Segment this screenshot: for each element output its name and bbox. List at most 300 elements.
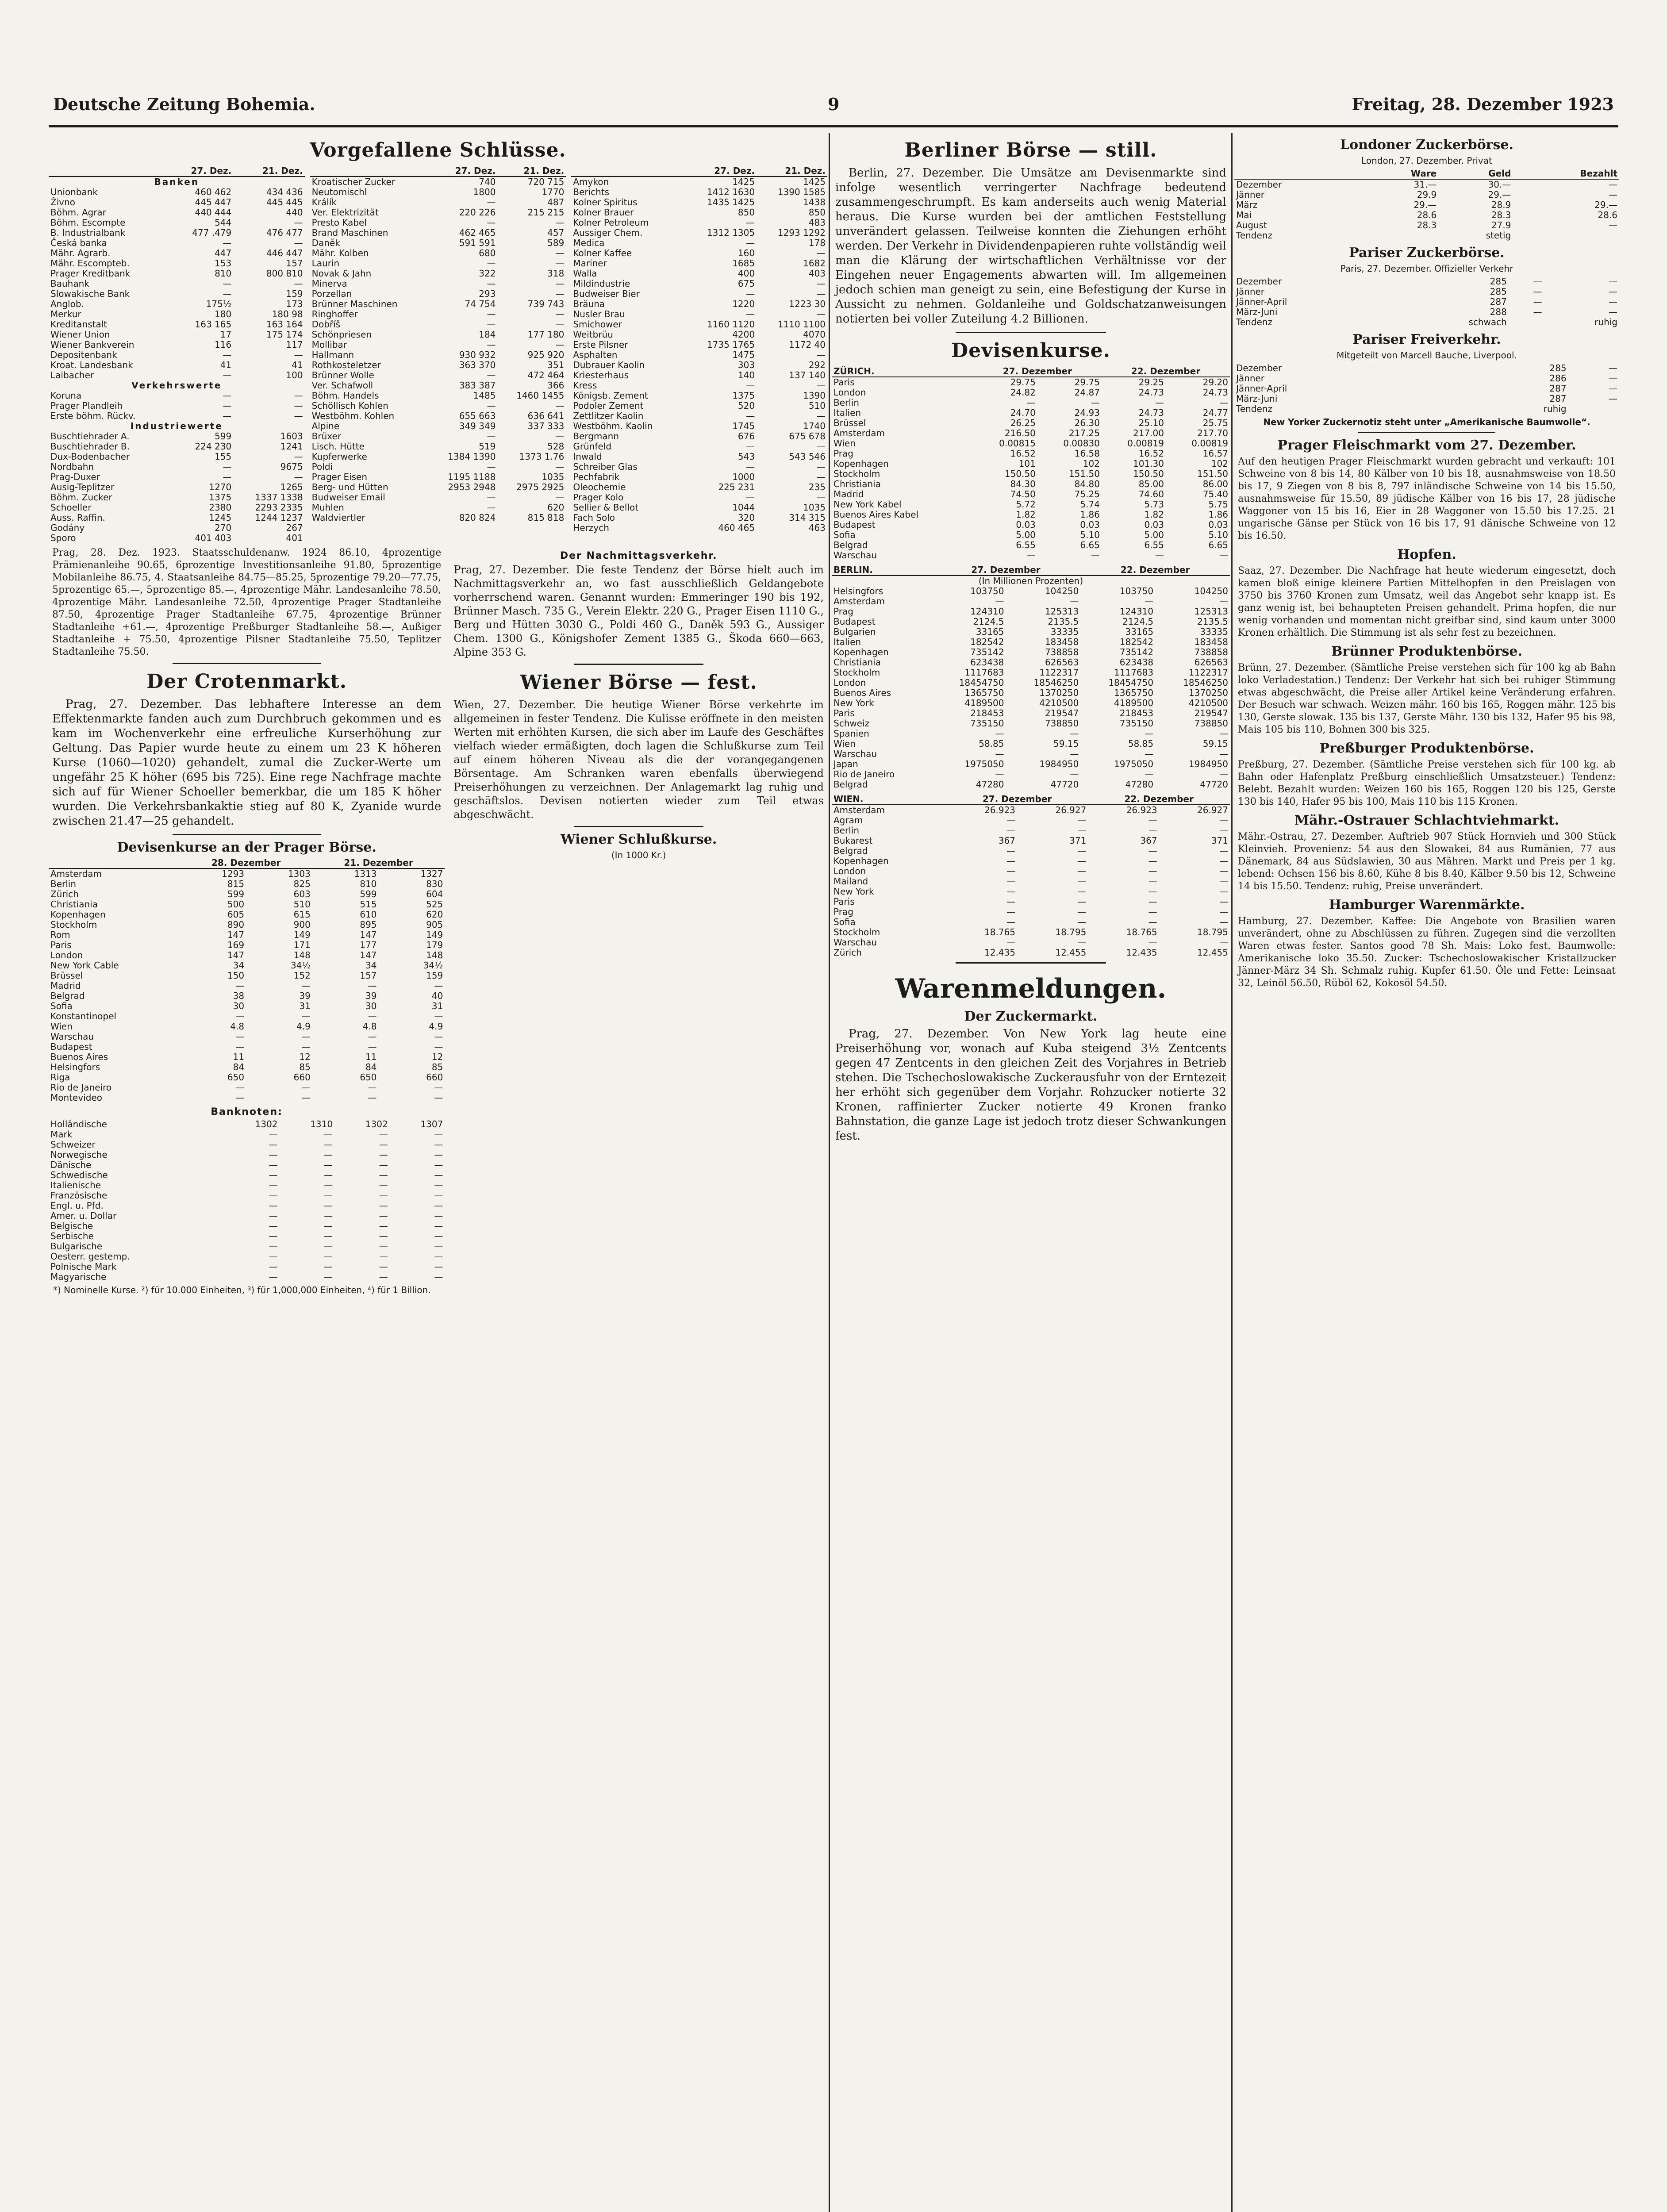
quote-value: 5.00 — [1016, 530, 1036, 540]
row-label: Paris — [50, 940, 72, 950]
quote-value: 930 932 — [459, 349, 496, 360]
quote-value: — — [434, 980, 443, 991]
row-label: Konstantinopel — [50, 1011, 117, 1022]
table-row — [49, 319, 305, 330]
quote-value: — — [434, 1041, 443, 1052]
row-label: Montevideo — [50, 1092, 102, 1103]
table-row — [49, 462, 305, 472]
row-label: Podoler Zement — [573, 400, 644, 411]
quote-value: 320 — [737, 512, 755, 523]
table-row — [1234, 363, 1619, 373]
quote-value: 180 98 — [272, 309, 303, 319]
table-row — [832, 897, 1230, 907]
quote-value: 1435 1425 — [707, 197, 755, 207]
quote-value: — — [1070, 749, 1079, 759]
row-label: Tendenz — [1236, 317, 1272, 327]
table-row — [832, 449, 1230, 459]
quote-value: — — [817, 278, 826, 289]
quote-value: — — [1145, 596, 1154, 607]
quote-value: — — [434, 1251, 443, 1262]
quote-value: — — [555, 339, 565, 350]
quote-value: 351 — [547, 360, 565, 370]
section-title-london-sugar: Londoner Zuckerbörse. — [1340, 137, 1513, 153]
quote-value: 285 — [1549, 363, 1567, 373]
row-label: Dänische — [50, 1160, 92, 1170]
table-row — [310, 391, 566, 401]
table-header: Bezahlt — [1513, 169, 1619, 179]
quote-value: 6.65 — [1080, 540, 1100, 550]
quote-value: 150.50 — [1004, 469, 1036, 479]
table-row — [571, 177, 827, 187]
quote-value: 34 — [233, 960, 245, 971]
banks-table — [49, 166, 305, 543]
row-label: Sellier & Bellot — [573, 502, 639, 513]
quote-value: 440 444 — [195, 207, 232, 218]
row-label: Berg- und Hütten — [311, 482, 388, 492]
quote-value: 217.00 — [1133, 428, 1164, 438]
quote-value: — — [294, 451, 303, 462]
quote-value: 830 — [426, 879, 443, 889]
table-row — [49, 1129, 445, 1140]
quote-value: 800 810 — [266, 268, 303, 279]
quote-value: 463 — [808, 522, 826, 533]
quote-value: — — [434, 1082, 443, 1093]
table-row — [832, 398, 1230, 408]
quote-value: 5.73 — [1144, 499, 1164, 510]
quote-value: 59.15 — [1053, 738, 1079, 749]
quote-value: 103750 — [970, 586, 1004, 596]
table-row — [832, 647, 1230, 657]
quote-value — [1362, 230, 1438, 241]
quote-value: 1245 — [209, 512, 232, 523]
table-row — [310, 503, 566, 513]
quote-value: — — [817, 288, 826, 299]
quote-value: — — [294, 400, 303, 411]
table-row — [832, 607, 1230, 617]
quote-value: 27.9 — [1491, 220, 1511, 230]
row-label: Buschtiehrader A. — [50, 431, 130, 442]
row-label: Koruna — [50, 390, 82, 401]
quote-value: — — [746, 441, 755, 452]
quote-value: — — [269, 1210, 278, 1221]
quote-value: — — [995, 596, 1004, 607]
quote-value: — — [294, 390, 303, 401]
row-label: Jänner-April — [1236, 383, 1287, 394]
column-divider — [1231, 133, 1233, 2212]
pressburg-paragraph: Preßburg, 27. Dezember. (Sämtliche Preise verstehen sich für 100 kg. ab Bahn oder Hafenplatz Preßburg einschließlich Umsatzsteuer.) Tendenz: Belebt. Bezahlt wurden: Weizen 160 bis 165, Roggen 120 bis 125, Gerste 130 bis 140, Hafer 95 bis 100, Mais 110 bis 115 Kronen. — [1238, 759, 1616, 807]
section-title-hopfen: Hopfen. — [1397, 547, 1456, 562]
row-label: Stockholm — [834, 469, 880, 479]
row-label: Kolner Spiritus — [573, 197, 638, 207]
row-label: Alpine — [311, 421, 340, 431]
london-sugar-table — [1234, 169, 1619, 241]
table-row — [49, 879, 445, 889]
table-row — [832, 637, 1230, 647]
quote-value: 16.52 — [1010, 448, 1036, 459]
quote-value: — — [487, 217, 496, 228]
quote-value: 39 — [365, 991, 377, 1001]
row-label: Stockholm — [834, 927, 880, 937]
table-row — [832, 927, 1230, 937]
quote-value: 1603 — [280, 431, 303, 442]
table-row — [1234, 317, 1619, 327]
quote-value: 620 — [547, 502, 565, 513]
table-row — [832, 617, 1230, 627]
section-title-evening: Der Nachmittagsverkehr. — [560, 550, 718, 561]
row-label: Oesterr. gestemp. — [50, 1251, 130, 1262]
quote-value: 1337 1338 — [255, 492, 303, 503]
quote-value: — — [487, 502, 496, 513]
table-row — [310, 401, 566, 411]
quote-value: 610 — [360, 909, 377, 920]
vienna-closing-unit: (In 1000 Kr.) — [611, 850, 666, 860]
quote-value: 1438 — [803, 197, 826, 207]
quote-value: 363 370 — [459, 360, 496, 370]
quote-value: 4070 — [803, 329, 826, 340]
quote-value: 605 — [227, 909, 245, 920]
row-label: Belgrad — [834, 845, 868, 856]
table-row — [310, 197, 566, 207]
quote-value: — — [1609, 383, 1617, 394]
quote-value: — — [1077, 886, 1087, 897]
quote-value: 2953 2948 — [448, 482, 496, 492]
row-label: Hallmann — [311, 349, 354, 360]
quote-value: 303 — [737, 360, 755, 370]
table-row — [49, 1072, 445, 1083]
table-row — [571, 513, 827, 523]
table-row — [832, 917, 1230, 927]
quote-value: — — [223, 349, 232, 360]
table-row — [49, 197, 305, 207]
table-row — [832, 479, 1230, 489]
row-label: Brünner Maschinen — [311, 299, 398, 309]
table-row — [310, 411, 566, 421]
table-row — [49, 920, 445, 930]
quote-value: 925 920 — [527, 349, 565, 360]
quote-value: — — [368, 1031, 377, 1042]
table-row — [310, 299, 566, 309]
quote-value: 367 — [1140, 835, 1157, 846]
row-label: Ver. Schafwoll — [311, 380, 373, 391]
row-label: Daněk — [311, 238, 340, 248]
row-label: Paris — [834, 896, 855, 907]
table-row — [310, 421, 566, 431]
table-row — [49, 258, 305, 269]
quote-value: 157 — [360, 970, 377, 981]
quote-value: 5.00 — [1144, 530, 1164, 540]
quote-value: 4.9 — [296, 1021, 311, 1032]
quote-value: — — [1219, 937, 1228, 948]
quote-value: 47720 — [1200, 779, 1228, 790]
quote-value: 293 — [479, 288, 496, 299]
quote-value: — — [1609, 286, 1617, 297]
quote-value: stetig — [1486, 230, 1511, 241]
quote-value: — — [379, 1170, 388, 1180]
row-label: Prager Kreditbank — [50, 268, 131, 279]
table-row — [49, 940, 445, 950]
quote-value: 4200 — [732, 329, 755, 340]
quote-value: — — [1219, 769, 1228, 780]
quote-value: 218453 — [970, 708, 1004, 718]
quote-value: — — [379, 1241, 388, 1252]
section-title-pressburg: Preßburger Produktenbörse. — [1319, 741, 1534, 756]
table-row — [49, 1011, 445, 1022]
quote-value: 18.795 — [1055, 927, 1087, 937]
quote-value: — — [301, 1082, 311, 1093]
quote-value: 24.82 — [1010, 387, 1036, 398]
table-row — [832, 937, 1230, 948]
quote-value: — — [555, 319, 565, 330]
quote-value: 18.765 — [1126, 927, 1157, 937]
quote-value: 810 — [360, 879, 377, 889]
quote-value: — — [1219, 845, 1228, 856]
quote-value: 28.9 — [1491, 200, 1511, 210]
quote-value: 84 — [365, 1062, 377, 1072]
group-label: Verkehrswerte — [131, 380, 222, 391]
mid-table — [310, 166, 566, 523]
quote-value: — — [301, 1092, 311, 1103]
quote-value: 74.60 — [1138, 489, 1164, 499]
table-row — [832, 657, 1230, 668]
table-row — [310, 452, 566, 462]
row-label: Minerva — [311, 278, 347, 289]
quote-value: 1220 — [732, 299, 755, 309]
quote-value: — — [368, 1011, 377, 1022]
table-row — [49, 513, 305, 523]
quote-value: 815 818 — [527, 512, 565, 523]
quote-value: 219547 — [1045, 708, 1079, 718]
quote-value: 24.93 — [1074, 407, 1100, 418]
quote-value: 33335 — [1050, 626, 1079, 637]
quote-value: — — [434, 1271, 443, 1282]
row-label: Ringhoffer — [311, 309, 358, 319]
brunn-paragraph: Brünn, 27. Dezember. (Sämtliche Preise verstehen sich für 100 kg ab Bahn loko Verladestation.) Tendenz: Der Verkehr hat sich bei ruhiger Stimmung etwas abgeschwächt, die Preise aller Artikel keine Veränderung erfahren. Der Besuch war schwach. Weizen mähr. 160 bis 165, Roggen mähr. 125 bis 130, Gerste slowak. 135 bis 137, Gerste Mähr. 130 bis 132, Hafer 95 bis 98, Mais 105 bis 110, Bohnen 300 bis 325. — [1238, 662, 1616, 735]
quote-value: 25.10 — [1138, 418, 1164, 428]
quote-value: 104250 — [1194, 586, 1228, 596]
quote-value: — — [487, 492, 496, 503]
quote-value: 5.10 — [1080, 530, 1100, 540]
table-row — [571, 431, 827, 442]
quote-value: — — [555, 278, 565, 289]
table-row — [1234, 190, 1619, 200]
quote-value: 4189500 — [964, 698, 1004, 708]
row-label: Nordbahn — [50, 461, 94, 472]
row-label: Helsingfors — [50, 1062, 100, 1072]
table-row — [571, 391, 827, 401]
quote-value: — — [223, 390, 232, 401]
table-row — [49, 1180, 445, 1190]
quote-value: 1975050 — [964, 759, 1004, 769]
quote-value: 675 — [737, 278, 755, 289]
row-label: Herzych — [573, 522, 609, 533]
quote-value: — — [1148, 886, 1157, 897]
table-row — [49, 1262, 445, 1272]
quote-value: 84.30 — [1010, 479, 1036, 489]
quote-value: — — [324, 1139, 333, 1150]
table-row — [832, 688, 1230, 698]
quote-value: 102 — [1211, 458, 1228, 469]
quote-value: 125313 — [1194, 606, 1228, 617]
table-row — [571, 492, 827, 503]
group-label: Banken — [154, 177, 200, 187]
quote-value: 1270 — [209, 482, 232, 492]
quote-value: — — [379, 1221, 388, 1231]
quote-value: 286 — [1549, 373, 1567, 384]
table-row — [571, 472, 827, 482]
quote-value: 157 — [286, 258, 303, 269]
quote-value: — — [235, 1092, 245, 1103]
quote-value: — — [817, 248, 826, 258]
quote-value: 810 — [215, 268, 232, 279]
separator — [574, 826, 703, 827]
quote-value: 140 — [737, 370, 755, 380]
quote-value: — — [223, 461, 232, 472]
section-title-fleischmarkt: Prager Fleischmarkt vom 27. Dezember. — [1277, 438, 1576, 453]
quote-value: 34½ — [291, 960, 311, 971]
quote-value: 905 — [426, 919, 443, 930]
quote-value: 322 — [479, 268, 496, 279]
quote-value: — — [1070, 769, 1079, 780]
quote-value: — — [324, 1231, 333, 1241]
row-label: Ver. Elektrizität — [311, 207, 379, 218]
quote-value: 2135.5 — [1197, 616, 1228, 627]
table-row — [49, 868, 445, 879]
quote-value: — — [1533, 286, 1542, 297]
quote-value: 224 230 — [195, 441, 232, 452]
quote-value: 75.40 — [1202, 489, 1228, 499]
row-label: Amsterdam — [50, 868, 102, 879]
quote-value: 285 — [1490, 286, 1507, 297]
quote-value: — — [1077, 937, 1087, 948]
quote-value: — — [301, 980, 311, 991]
table-row — [571, 218, 827, 228]
closings-table-mid — [310, 166, 566, 543]
table-row — [49, 330, 305, 340]
table-row — [310, 207, 566, 218]
table-row — [49, 960, 445, 971]
table-header — [49, 166, 172, 177]
quote-value: 25.75 — [1202, 418, 1228, 428]
row-label: Berlin — [834, 825, 860, 836]
quote-value: — — [1148, 896, 1157, 907]
quote-value: 1984950 — [1039, 759, 1079, 769]
separator — [574, 664, 703, 665]
quote-value: 850 — [808, 207, 826, 218]
quote-value: 314 315 — [789, 512, 826, 523]
quote-value: 47280 — [1125, 779, 1154, 790]
quote-value: 29.75 — [1074, 377, 1100, 388]
quote-value: schwach — [1468, 317, 1507, 327]
row-label: Polnische Mark — [50, 1261, 117, 1272]
quote-value: 26.927 — [1055, 805, 1087, 815]
row-label: Belgische — [50, 1221, 93, 1231]
section-title-devisen-prag: Devisenkurse an der Prager Börse. — [117, 840, 376, 855]
quote-value: 270 — [215, 522, 232, 533]
table-row — [571, 340, 827, 350]
quote-value: 0.03 — [1080, 519, 1100, 530]
row-label: Amykon — [573, 177, 609, 187]
zurich-table — [832, 366, 1230, 561]
quote-value: 500 — [227, 899, 245, 910]
row-label: Wien — [834, 438, 856, 449]
quote-value: — — [324, 1271, 333, 1282]
row-label: Mollibar — [311, 339, 347, 350]
quote-value: 371 — [1211, 835, 1228, 846]
quote-value: 660 — [426, 1072, 443, 1083]
table-row — [49, 370, 305, 380]
quote-value: 735142 — [970, 647, 1004, 657]
quote-value: — — [269, 1251, 278, 1262]
quote-value: 29.— — [1594, 200, 1617, 210]
table-row — [49, 1160, 445, 1170]
table-row — [832, 668, 1230, 678]
table-row — [1234, 276, 1619, 287]
quote-value: 159 — [426, 970, 443, 981]
quote-value: 287 — [1490, 296, 1507, 307]
table-row — [49, 207, 305, 218]
quote-value: — — [379, 1271, 388, 1282]
table-row — [571, 319, 827, 330]
table-row — [832, 438, 1230, 449]
quote-value: 1244 1237 — [255, 512, 303, 523]
group-label-row — [49, 177, 305, 187]
quote-value: — — [1533, 307, 1542, 317]
evening-paragraph: Prag, 27. Dezember. Die feste Tendenz der Börse hielt auch im Nachmittagsverkehr an, wo fast ausschließlich Geldangebote vorherrschend waren. Genannt wurden: Emmeringer 190 bis 192, Brünner Masch. 735 G., Verein Elektr. 220 G., Prager Eisen 1110 G., Berg und Hütten 3030 G., Poldi 460 G., Daněk 593 G., Aussiger Chem. 1300 G., Königshofer Zement 1385 G., Škoda 660—663, Alpine 353 G. — [453, 564, 824, 658]
quote-value: — — [1006, 815, 1016, 826]
row-label: Christiania — [50, 899, 98, 910]
row-label: New York — [834, 698, 874, 708]
quote-value: — — [817, 472, 826, 482]
row-label: Prager Kolo — [573, 492, 624, 503]
row-label: Rothkosteletzer — [311, 360, 381, 370]
table-header — [49, 858, 180, 868]
quote-value: 1745 — [732, 421, 755, 431]
quote-value: — — [434, 1221, 443, 1231]
table-row — [832, 540, 1230, 550]
quote-value: 1302 — [365, 1119, 388, 1129]
quote-value: 38 — [233, 991, 245, 1001]
quote-value: — — [487, 319, 496, 330]
quote-value: — — [379, 1149, 388, 1160]
table-row — [832, 887, 1230, 897]
table-row — [49, 1042, 445, 1052]
quote-value: 30.— — [1488, 179, 1511, 190]
quote-value: 900 — [293, 919, 311, 930]
row-label: Jänner-April — [1236, 296, 1287, 307]
row-label: New York Cable — [50, 960, 119, 971]
quote-value: — — [1609, 189, 1617, 200]
row-label: New York Kabel — [834, 499, 902, 510]
table-row — [832, 520, 1230, 530]
table-row — [49, 452, 305, 462]
quote-value: — — [487, 461, 496, 472]
quote-value: 4210500 — [1188, 698, 1228, 708]
quote-value: — — [294, 472, 303, 482]
quote-value: 175 174 — [266, 329, 303, 340]
row-label: Mai — [1236, 210, 1252, 220]
closings-tables — [49, 166, 827, 543]
quote-value: 543 — [737, 451, 755, 462]
quote-value: — — [368, 1082, 377, 1093]
row-label: Mariner — [573, 258, 607, 269]
quote-value: 401 — [286, 533, 303, 543]
quote-value: 101 — [1018, 458, 1036, 469]
table-row — [1234, 373, 1619, 384]
vienna-paragraph: Wien, 27. Dezember. Die heutige Wiener Börse verkehrte im allgemeinen in fester Tendenz. Die Kulisse eröffnete in den meisten Werten mit erhöhten Kursen, die sich aber im Laufe des Geschäftes vielfach wieder ermäßigten, doch lagen die Schlußkurse zum Teil auf einem höheren Niveau als die der vorangegangenen Börsentage. Am Schranken waren ebenfalls überwiegend Preiserhöhungen zu verzeichnen. Der Anlagemarkt lag ruhig und geschäftslos. Devisen notierten wieder zum Teil etwas abgeschwächt. — [453, 699, 824, 821]
quote-value: 1241 — [280, 441, 303, 452]
quote-value: 183458 — [1194, 637, 1228, 647]
quote-value: 6.55 — [1016, 540, 1036, 550]
